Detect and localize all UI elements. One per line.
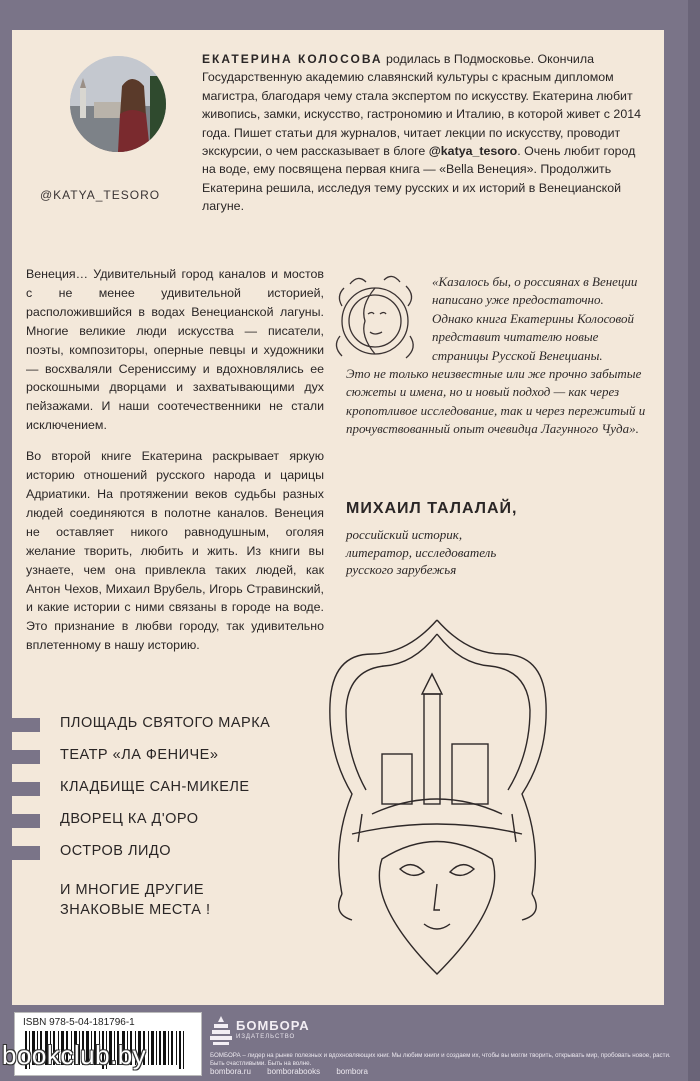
author-bio xyxy=(202,50,642,216)
place-label: ПЛОЩАДЬ СВЯТОГО МАРКА xyxy=(60,715,271,731)
place-label: ОСТРОВ ЛИДО xyxy=(60,843,171,859)
site-watermark: bookclub.by xyxy=(2,1040,147,1070)
places-footer-line-1: И МНОГИЕ ДРУГИЕ xyxy=(60,882,205,898)
quote-author: МИХАИЛ ТАЛАЛАЙ, xyxy=(346,500,518,517)
publisher-name: БОМБОРА xyxy=(236,1018,310,1033)
quote-text-2: Это не только неизвестные или же прочно забытые сюжеты и имена, но и новый подход — как через кропотливое исследование, так и через пережитый и прочувствованный опыт очевидца Лагунного Чуда». xyxy=(346,366,646,437)
bombora-logo-icon xyxy=(210,1016,232,1046)
list-item xyxy=(12,776,312,808)
list-item xyxy=(12,744,312,776)
back-cover-panel xyxy=(12,30,664,1005)
social-telegram: bombora xyxy=(336,1067,368,1076)
author-photo xyxy=(70,56,166,152)
list-item xyxy=(12,712,312,744)
book-description xyxy=(26,265,324,667)
places-footer-line-2: ЗНАКОВЫЕ МЕСТА ! xyxy=(60,902,211,918)
quote-author-role: российский историк, литератор, исследователь русского зарубежья xyxy=(346,527,497,577)
place-bar xyxy=(12,782,40,796)
author-name: ЕКАТЕРИНА КОЛОСОВА xyxy=(202,52,383,66)
social-site: bombora.ru xyxy=(210,1067,251,1076)
place-label: КЛАДБИЩЕ САН-МИКЕЛЕ xyxy=(60,779,250,795)
author-instagram-handle: @KATYA_TESORO xyxy=(40,188,161,202)
venetian-mask-illustration xyxy=(312,614,562,994)
author-bio-text-2: . Очень любит город на воде, ему посвящена первая книга — «Bella Венеция». Продолжить Екатерина решила, исследуя тему русских и их историй в Венецианской лагуне. xyxy=(202,144,636,214)
description-paragraph-2: Во второй книге Екатерина раскрывает яркую историю отношений русского народа и царицы Адриатики. На протяжении веков судьбы разных людей соединяются в полотне каналов. Венеция не оставляет никого равнодушным, оголяя желание творить, любить и жить. Из книги вы узнаете, чем она привлекла таких людей, как Антон Чехов, Михаил Врубель, Игорь Стравинский, и какие истории с ними связаны в городе на воде. Это признание в любви городу, так удивительно вплетенному в нашу историю. xyxy=(26,449,324,653)
place-label: ТЕАТР «ЛА ФЕНИЧЕ» xyxy=(60,747,219,763)
list-item xyxy=(12,840,312,872)
list-item xyxy=(12,808,312,840)
place-bar xyxy=(12,846,40,860)
publisher-socials xyxy=(210,1067,382,1076)
isbn-number: ISBN 978-5-04-181796-1 xyxy=(23,1017,135,1028)
place-label: ДВОРЕЦ КА Д'ОРО xyxy=(60,811,199,827)
blog-handle: @katya_tesoro xyxy=(428,144,518,159)
review-quote xyxy=(346,273,646,439)
author-bio-text-1: родилась в Подмосковье. Окончила Государственную академию славянский культуры с красным дипломом магистра, благодаря чему стала экспертом по искусству. Екатерина любит живопись, замки, искусство, гастрономию и Италию, в которой живет с 2014 года. Пишет статьи для журналов, читает лекции по искусству, проводит экскурсии, о чем рассказывает в блоге xyxy=(202,52,642,159)
quote-text-1: «Казалось бы, о россиянах в Венеции написано уже предостаточно. Однако книга Екатерины Колосовой представит читателю новые страницы Русской Венецианы. xyxy=(432,274,638,363)
publisher-tagline: БОМБОРА – лидер на рынке полезных и вдохновляющих книг. Мы любим книги и создаем их, чтобы вы могли творить, открывать мир, пробовать новое, расти. Быть счастливыми. Быть на волне. xyxy=(210,1052,671,1067)
places-footer xyxy=(60,880,211,920)
place-bar xyxy=(12,814,40,828)
place-bar xyxy=(12,750,40,764)
social-vk: bomborabooks xyxy=(267,1067,321,1076)
description-paragraph-1: Венеция… Удивительный город каналов и мостов с не менее удивительной историей, расположившийся в водах Венецианской лагуны. Многие великие люди искусства — писатели, поэты, композиторы, оперные певцы и художники — восхваляли Серениссиму и вдохновлялись ее роскошными дворцами и захватывающими дух пейзажами. И наши соотечественники не стали исключением. xyxy=(26,267,324,433)
spine-strip xyxy=(688,0,700,1081)
publisher-subtitle: ИЗДАТЕЛЬСТВО xyxy=(236,1034,296,1040)
place-bar xyxy=(12,718,40,732)
places-list xyxy=(12,712,312,872)
